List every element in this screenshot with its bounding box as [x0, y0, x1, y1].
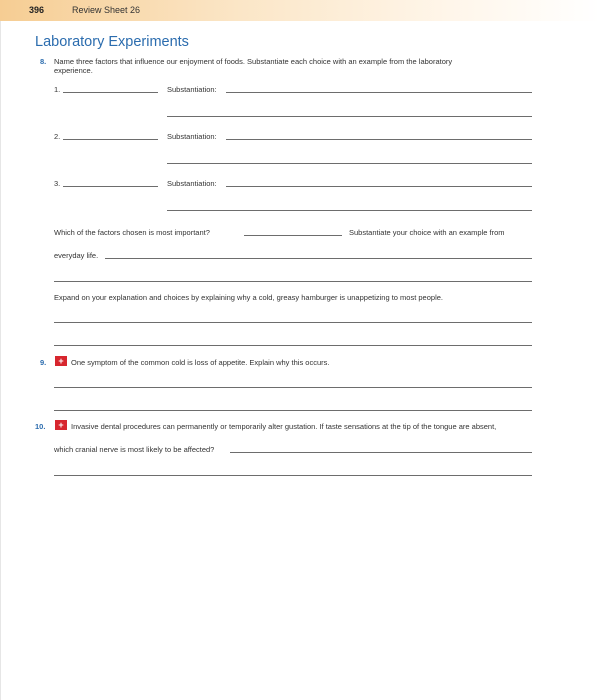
substantiate-choice-text: Substantiate your choice with an example from — [349, 228, 505, 237]
expand-explanation-prompt: Expand on your explanation and choices by explaining why a cold, greasy hamburger is unappetizing to most people. — [54, 293, 443, 302]
item-2-answer-line[interactable] — [63, 139, 158, 140]
item-1-substantiation-label: Substantiation: — [167, 85, 217, 94]
question-9-text: One symptom of the common cold is loss of appetite. Explain why this occurs. — [71, 358, 330, 367]
everyday-life-label: everyday life. — [54, 251, 99, 260]
question-9-number: 9. — [40, 358, 47, 367]
everyday-life-line-2[interactable] — [54, 281, 532, 282]
plus-cross-icon: + — [55, 420, 67, 430]
question-8-prompt: Name three factors that influence our enjoyment of foods. Substantiate each choice with an example from the laboratory — [54, 57, 453, 66]
item-1-answer-line[interactable] — [63, 92, 158, 93]
page-edge — [0, 0, 1, 700]
item-3-number: 3. — [54, 179, 61, 188]
question-8-number: 8. — [40, 57, 47, 66]
item-1-substantiation-line-2[interactable] — [167, 116, 532, 117]
item-3-substantiation-line-2[interactable] — [167, 210, 532, 211]
question-10-text: Invasive dental procedures can permanently or temporarily alter gustation. If taste sensations at the tip of the tongue are absent, — [71, 422, 497, 431]
item-3-answer-line[interactable] — [63, 186, 158, 187]
sheet-title: Review Sheet 26 — [72, 5, 141, 15]
question-10-text-cont: which cranial nerve is most likely to be affected? — [54, 445, 215, 454]
item-3-substantiation-label: Substantiation: — [167, 179, 217, 188]
most-important-question: Which of the factors chosen is most important? — [54, 228, 210, 237]
question-10-answer-line-2[interactable] — [54, 475, 532, 476]
plus-cross-icon: + — [55, 356, 67, 366]
page-number: 396 — [29, 5, 45, 15]
item-1-number: 1. — [54, 85, 61, 94]
section-title: Laboratory Experiments — [35, 34, 189, 50]
most-important-line[interactable] — [244, 235, 342, 236]
item-1-substantiation-line[interactable] — [226, 92, 532, 93]
expand-answer-line-2[interactable] — [54, 345, 532, 346]
item-2-substantiation-line[interactable] — [226, 139, 532, 140]
item-2-substantiation-line-2[interactable] — [167, 163, 532, 164]
question-10-answer-line-1[interactable] — [230, 452, 532, 453]
question-9-answer-line-1[interactable] — [54, 387, 532, 388]
question-10-number: 10. — [35, 422, 46, 431]
everyday-life-line[interactable] — [105, 258, 532, 259]
item-2-substantiation-label: Substantiation: — [167, 132, 217, 141]
question-8-prompt-cont: experience. — [54, 66, 93, 75]
item-2-number: 2. — [54, 132, 61, 141]
question-9-answer-line-2[interactable] — [54, 410, 532, 411]
item-3-substantiation-line[interactable] — [226, 186, 532, 187]
expand-answer-line-1[interactable] — [54, 322, 532, 323]
